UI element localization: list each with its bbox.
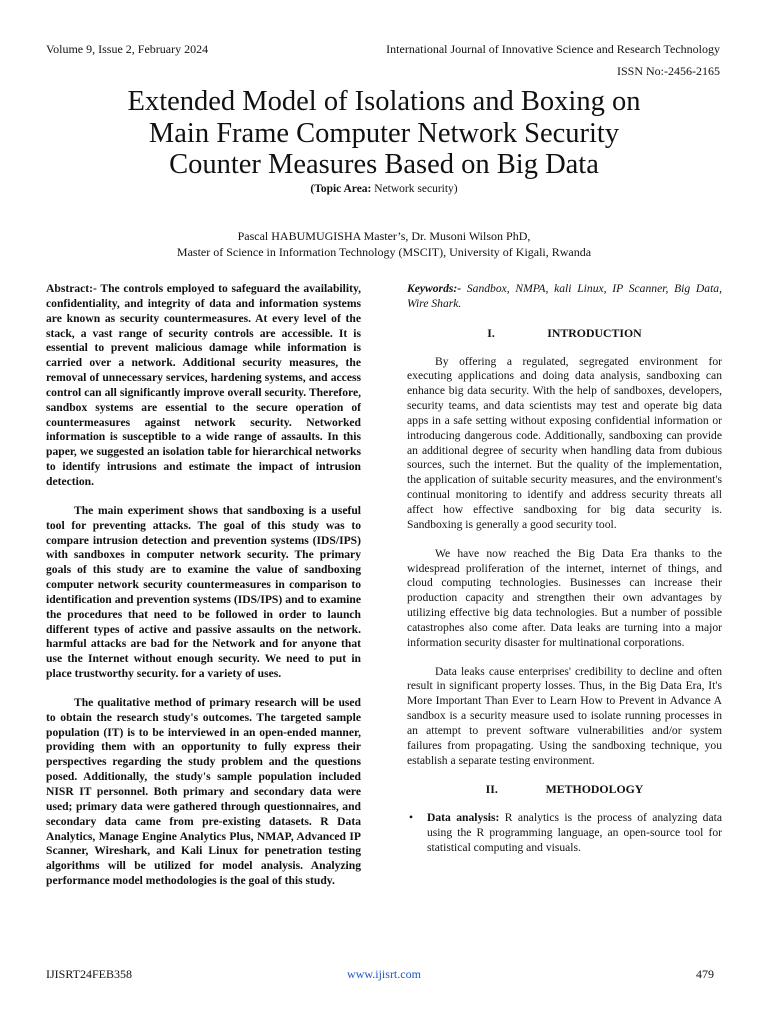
section-heading-introduction [407, 326, 722, 341]
topic-area [0, 183, 768, 195]
abstract-paragraph: The main experiment shows that sandboxing is a useful tool for preventing attacks. The goal of this study was to compare intrusion detection and prevention systems (IDS/IPS) with sandboxes in computer network security. The primary goals of this study are to examine the value of sandboxing computer network security countermeasures in comparison to identification and prevention systems (IDS/IPS) and to examine the procedures that need to be followed in order to launch different types of active and passive assaults on the network. harmful attacks are bad for the Network and for anyone that use the Internet without enough security. We need to put in place trustworthy security. for a variety of uses. [46, 503, 361, 681]
methodology-bullet [407, 811, 722, 856]
section-number: I. [487, 325, 495, 340]
section-heading-methodology [407, 782, 722, 797]
topic-open-paren: ( [310, 183, 315, 195]
bullet-text: R analytics is the process of analyzing data using the R programming language, an open-source tool for statistical computing and visuals. [427, 811, 722, 854]
intro-paragraph: We have now reached the Big Data Era thanks to the widespread proliferation of the internet, internet of things, and cloud computing technologies. Businesses can increase their production capacity and strengthen their own advantages by utilizing effective big data technologies. But a number of possible catastrophes also come after. Data leaks are turning into a major information security disaster for multinational corporations. [407, 546, 722, 649]
journal-url-link[interactable]: www.ijisrt.com [347, 967, 421, 981]
topic-label: Topic Area: [314, 183, 372, 195]
keywords-text: Sandbox, NMPA, kali Linux, IP Scanner, Big Data, Wire Shark. [407, 282, 722, 310]
page-number: 479 [696, 967, 714, 981]
section-title: METHODOLOGY [545, 782, 644, 797]
abstract-paragraph: Abstract:- The controls employed to safeguard the availability, confidentiality, and integrity of data and information systems are known as security countermeasures. At every level of the stack, a vast range of security controls are accessible. It is essential to prevent malicious damage while information is carried over a network. Additional security measures, the removal of unnecessary services, hardening systems, and access control can all significantly improve overall security. Therefore, sandbox systems are essential to the secure operation of countermeasures against network security. Networked information is susceptible to a wide range of assaults. In this paper, we suggested an isolation table for hierarchical networks to identify intrusions and estimate the impact of intrusion detection. [46, 282, 361, 488]
author-affiliation: Master of Science in Information Technology (MSCIT), University of Kigali, Rwanda [176, 245, 592, 259]
volume-info: Volume 9, Issue 2, February 2024 [46, 42, 209, 56]
issn: ISSN No:-2456-2165 [616, 64, 720, 78]
section-title: INTRODUCTION [547, 325, 642, 340]
abstract-column [46, 282, 361, 889]
title-line: Main Frame Computer Network Security [148, 117, 620, 149]
author-block [0, 228, 768, 260]
footer-link-wrap [0, 967, 768, 982]
journal-name: International Journal of Innovative Science and Research Technology [386, 42, 720, 56]
topic-value: Network security) [371, 183, 458, 195]
keywords-label: Keywords:- [407, 282, 462, 295]
title-line: Extended Model of Isolations and Boxing on [127, 86, 641, 117]
intro-paragraph: Data leaks cause enterprises' credibility to decline and often result in significant property losses. Thus, in the Big Data Era, It's More Important Than Ever to Learn How to Prevent in Advance A sandbox is a security measure used to isolate running processes in an attempt to prevent software vulnerabilities and/or system failures from propagating. Using the sandboxing technique, you establish a separate testing environment. [407, 664, 722, 767]
bullet-icon: • [409, 811, 414, 825]
abstract-paragraph: The qualitative method of primary research will be used to obtain the research study's outcomes. The targeted sample population (IT) is to be interviewed in an open-ended manner, providing them with an opportunity to fully express their perspectives regarding the study problem and the questions posed. Additionally, the study's sample population included NISR IT personnel. Both primary and secondary data were used; primary data were gathered through questionnaires, and secondary data came from pre-existing datasets. R Data Analytics, Manage Engine Analytics Plus, NMAP, Advanced IP Scanner, Wireshark, and Kali Linux for penetration testing algorithms will be utilized for model analysis. Analyzing performance model methodologies is the goal of this study. [46, 695, 361, 888]
intro-paragraph: By offering a regulated, segregated environment for executing applications and doing data analysis, sandboxing can enhance big data security. With the help of sandboxes, developers, security teams, and data scientists may test and operate big data apps in a safe setting without exposing confidential information or introducing dangerous code. Additionally, sandboxing can provide an additional degree of security when handling data from dubious sources, such the internet. But the quality of the implementation, the application of suitable security measures, and the environment's continual monitoring to identify and address security threats all affect how effective sandboxing for big data security is. Sandboxing is generally a good security tool. [407, 354, 722, 531]
keywords [407, 282, 722, 312]
author-names: Pascal HABUMUGISHA Master’s, Dr. Musoni Wilson PhD, [237, 229, 531, 243]
bullet-label: Data analysis: [427, 811, 500, 825]
body-column [407, 282, 722, 856]
paper-title [60, 86, 708, 181]
paper-code: IJISRT24FEB358 [46, 967, 132, 981]
title-line: Counter Measures Based on Big Data [169, 149, 599, 180]
section-number: II. [485, 782, 498, 797]
